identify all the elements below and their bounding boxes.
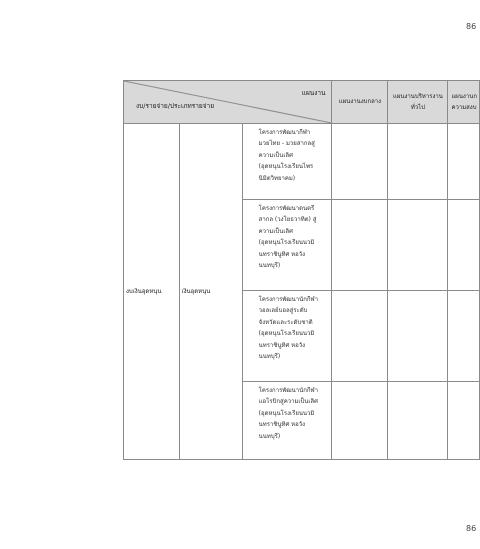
project-text-line: นนทบุรี) [258, 432, 281, 440]
project-cell [242, 200, 332, 291]
empty-cell [332, 291, 388, 382]
project-text-line: มวยไทย - มวยสากลสู่ [258, 140, 315, 148]
project-text-line: วอลเลย์บอลสู่ระดับ [258, 307, 308, 315]
page-number-top: 86 [466, 22, 477, 31]
diagonal-header-cell [124, 81, 332, 124]
plan-header-general-admin-line-2: ทั่วไป [410, 104, 426, 111]
empty-cell [448, 291, 480, 382]
project-text-line: ความเป็นเลิศ [258, 151, 293, 159]
empty-cell [332, 200, 388, 291]
budget-group-cell: งบเงินอุดหนุน [124, 124, 180, 460]
project-cell [242, 382, 332, 460]
plan-header-central-label: แผนงานงบกลาง [338, 98, 382, 106]
project-text-line: นนทบุรี) [258, 352, 281, 360]
project-text-line: นทราชินูทิศ หอวัง [258, 250, 306, 258]
project-text-line: โครงการพัฒนานักกีฬา [258, 296, 318, 303]
table-row [124, 124, 480, 200]
plan-header-security [448, 81, 480, 124]
project-text-line: จังหวัดและระดับชาติ [258, 318, 313, 326]
project-text-line: สากล (วงโยธวาทิต) สู่ [258, 216, 317, 224]
empty-cell [448, 382, 480, 460]
project-text-line: โครงการพัฒนากีฬา [258, 129, 311, 136]
empty-cell [448, 124, 480, 200]
plan-header-security-line-2: ความสงบ [451, 104, 477, 111]
empty-cell [332, 124, 388, 200]
project-text-line: นิมิตวิทยาคม) [258, 174, 296, 182]
project-text-line: นทราชินูทิศ หอวัง [258, 421, 306, 429]
project-text-line: นนทบุรี) [258, 261, 281, 269]
project-text-line: ความเป็นเลิศ [258, 227, 293, 235]
empty-cell [388, 200, 448, 291]
plan-axis-label: แผนงาน [301, 89, 326, 97]
empty-cell [388, 124, 448, 200]
plan-header-general-admin-line-1: แผนงานบริหารงาน [393, 92, 443, 100]
table-header-row [124, 81, 480, 124]
budget-axis-label: งบ/รายจ่าย/ประเภทรายจ่าย [136, 101, 215, 110]
project-text-line: แอโรบิกสู่ความเป็นเลิศ [258, 398, 318, 406]
empty-cell [448, 200, 480, 291]
project-text-line: นทราชินูทิศ หอวัง [258, 341, 306, 349]
project-text-line: โครงการพัฒนาดนตรี [258, 205, 315, 212]
empty-cell [388, 382, 448, 460]
project-text-line: (อุดหนุนโรงเรียนนวมิ [258, 409, 315, 417]
project-cell [242, 124, 332, 200]
project-text-line: (อุดหนุนโรงเรียนไพร [258, 163, 314, 171]
plan-header-security-line-1: แผนงานก [451, 92, 477, 100]
project-cell [242, 291, 332, 382]
empty-cell [332, 382, 388, 460]
plan-header-general-admin [388, 81, 448, 124]
plan-header-central [332, 81, 388, 124]
empty-cell [388, 291, 448, 382]
project-text-line: (อุดหนุนโรงเรียนนวมิ [258, 239, 315, 247]
project-text-line: โครงการพัฒนานักกีฬา [258, 387, 318, 394]
project-text-line: (อุดหนุนโรงเรียนนวมิ [258, 330, 315, 338]
budget-table [123, 80, 480, 460]
budget-type-cell: เงินอุดหนุน [179, 124, 242, 460]
page-number-bottom: 86 [466, 524, 477, 533]
